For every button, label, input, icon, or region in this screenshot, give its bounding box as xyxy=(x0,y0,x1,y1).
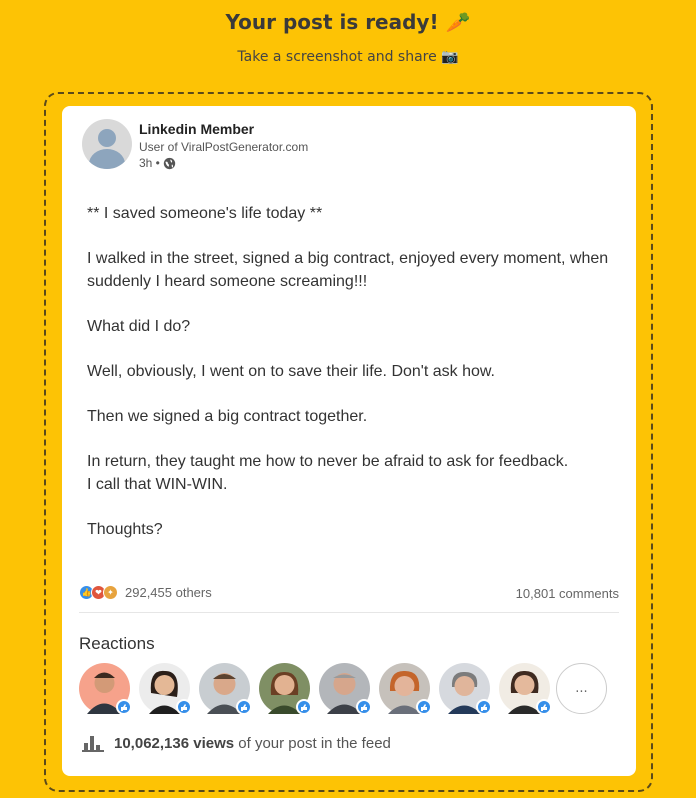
post-paragraph: Thoughts? xyxy=(87,521,163,538)
reactor-avatar[interactable] xyxy=(259,663,310,714)
author-name[interactable]: Linkedin Member xyxy=(139,121,255,137)
like-badge-icon xyxy=(356,699,372,715)
reactor-avatar[interactable] xyxy=(79,663,130,714)
more-reactions-button[interactable]: ... xyxy=(556,663,607,714)
views-count: 10,062,136 views xyxy=(114,735,235,752)
post-body xyxy=(87,202,617,563)
reactor-avatar[interactable] xyxy=(439,663,490,714)
views-row xyxy=(82,735,391,752)
headline-subtitle: Take a screenshot and share 📷 xyxy=(237,49,459,65)
reactions-heading: Reactions xyxy=(79,634,155,653)
like-badge-icon xyxy=(236,699,252,715)
like-badge-icon xyxy=(296,699,312,715)
headline-title: Your post is ready! 🥕 xyxy=(225,10,471,34)
support-reaction-icon: ✦ xyxy=(103,585,118,600)
like-badge-icon xyxy=(476,699,492,715)
stats-bar xyxy=(79,585,619,613)
post-time xyxy=(139,156,176,170)
reactor-avatar[interactable] xyxy=(379,663,430,714)
reactor-avatar[interactable] xyxy=(139,663,190,714)
bar-chart-icon xyxy=(82,736,104,752)
post-paragraph: Then we signed a big contract together. xyxy=(87,408,368,425)
reactor-avatar[interactable] xyxy=(499,663,550,714)
reaction-icons[interactable] xyxy=(79,585,115,600)
like-badge-icon xyxy=(536,699,552,715)
avatar[interactable] xyxy=(82,119,132,169)
reaction-count[interactable]: 292,455 others xyxy=(125,585,212,600)
post-paragraph: In return, they taught me how to never be afraid to ask for feedback. I call that WIN-WIN. xyxy=(87,453,569,493)
like-badge-icon xyxy=(416,699,432,715)
post-paragraph: ** I saved someone's life today ** xyxy=(87,205,323,222)
globe-icon xyxy=(163,157,176,170)
comment-count[interactable]: 10,801 comments xyxy=(515,586,619,601)
reactor-avatar[interactable] xyxy=(199,663,250,714)
time-label: 3h • xyxy=(139,156,160,170)
post-paragraph: Well, obviously, I went on to save their life. Don't ask how. xyxy=(87,363,495,380)
reactor-avatar[interactable] xyxy=(319,663,370,714)
celebrate-reaction-icon: ❤ xyxy=(91,585,106,600)
like-reaction-icon: 👍 xyxy=(79,585,94,600)
post-paragraph: I walked in the street, signed a big contract, enjoyed every moment, when suddenly I heard someone screaming!!! xyxy=(87,250,609,290)
views-suffix: of your post in the feed xyxy=(238,735,391,752)
post-card xyxy=(62,106,636,776)
author-subtitle: User of ViralPostGenerator.com xyxy=(139,140,309,154)
reaction-faces xyxy=(79,663,619,717)
like-badge-icon xyxy=(116,699,132,715)
like-badge-icon xyxy=(176,699,192,715)
post-paragraph: What did I do? xyxy=(87,318,191,335)
